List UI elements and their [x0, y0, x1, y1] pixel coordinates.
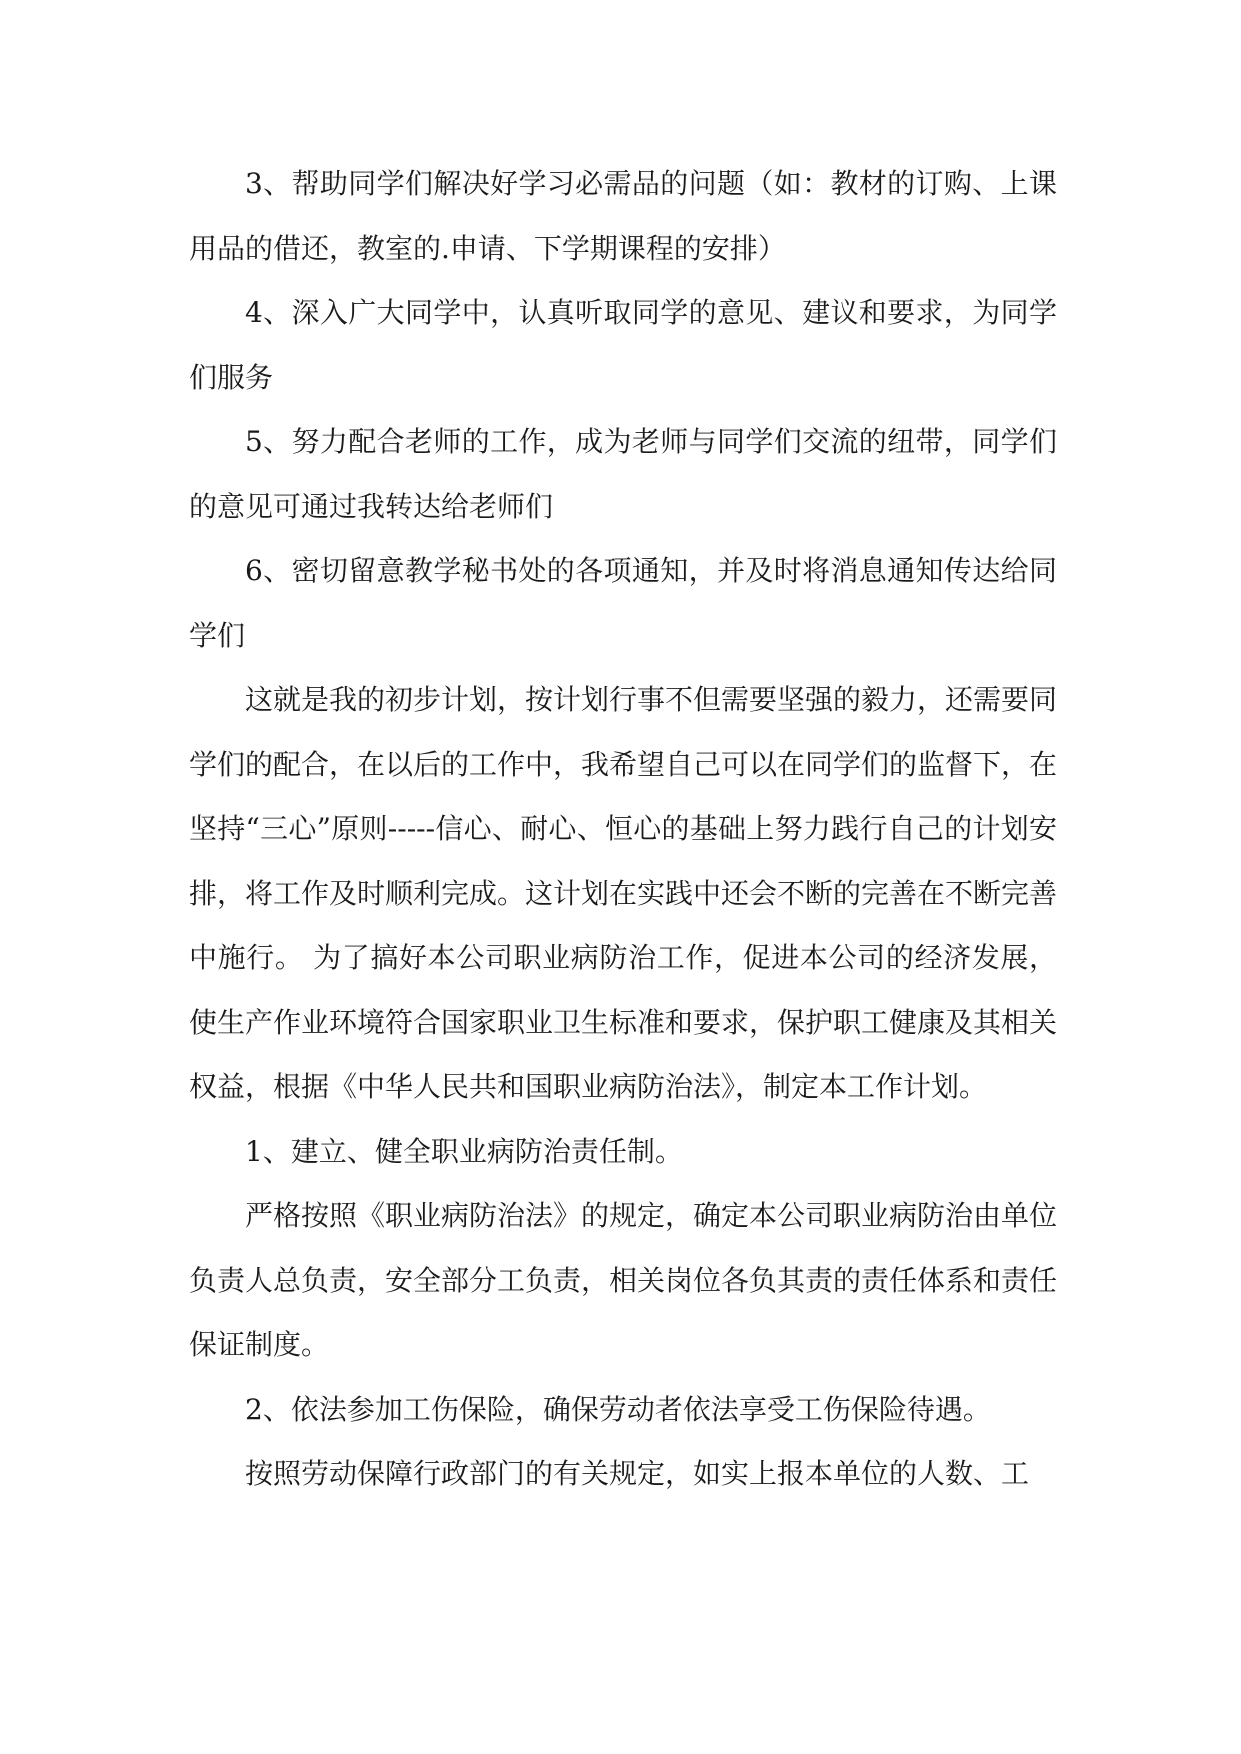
- document-body: [189, 152, 1057, 1507]
- paragraph: 5、努力配合老师的工作，成为老师与同学们交流的纽带，同学们的意见可通过我转达给老师们: [189, 425, 1057, 523]
- paragraph: 6、密切留意教学秘书处的各项通知，并及时将消息通知传达给同学们: [189, 554, 1057, 652]
- paragraph: 3、帮助同学们解决好学习必需品的问题（如：教材的订购、上课用品的借还，教室的.申请、下学期课程的安排）: [189, 167, 1057, 265]
- paragraph: 4、深入广大同学中，认真听取同学的意见、建议和要求，为同学们服务: [189, 296, 1057, 394]
- paragraph: 这就是我的初步计划，按计划行事不但需要坚强的毅力，还需要同学们的配合，在以后的工作中，我希望自己可以在同学们的监督下，在坚持“三心”原则-----信心、耐心、恒心的基础上努力践行自己的计划安排，将工作及时顺利完成。这计划在实践中还会不断的完善在不断完善中施行。 为了搞好本公司职业病防治工作，促进本公司的经济发展，使生产作业环境符合国家职业卫生标准和要求，保护职工健康及其相关权益，根据《中华人民共和国职业病防治法》，制定本工作计划。: [189, 683, 1058, 1103]
- paragraph: 2、依法参加工伤保险，确保劳动者依法享受工伤保险待遇。: [245, 1392, 991, 1426]
- paragraph: 1、建立、健全职业病防治责任制。: [245, 1134, 683, 1168]
- paragraph: 严格按照《职业病防治法》的规定，确定本公司职业病防治由单位负责人总负责，安全部分工负责，相关岗位各负其责的责任体系和责任保证制度。: [189, 1199, 1058, 1361]
- paragraph: 按照劳动保障行政部门的有关规定，如实上报本单位的人数、工: [245, 1457, 1030, 1490]
